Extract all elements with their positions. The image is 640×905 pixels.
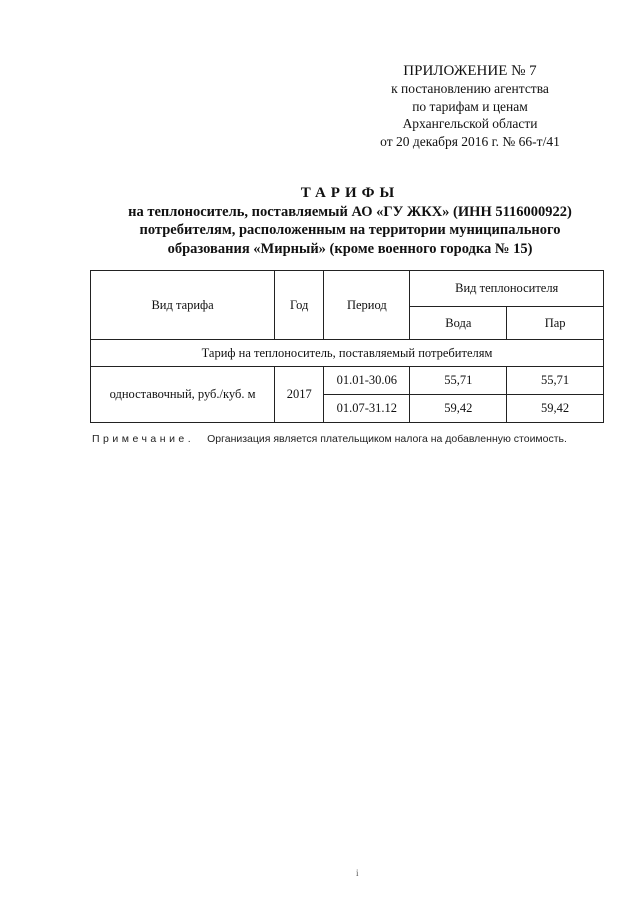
header-steam: Пар (507, 307, 604, 340)
appendix-line-4: от 20 декабря 2016 г. № 66-т/41 (380, 133, 560, 149)
tariff-name-cell: одноставочный, руб./куб. м (91, 367, 275, 423)
steam-value-cell: 59,42 (507, 395, 604, 423)
heading-line-2: потребителям, расположенным на территории муниципального (139, 222, 561, 238)
header-tariff-type: Вид тарифа (91, 271, 275, 340)
document-heading (80, 184, 620, 258)
heading-line-1: на теплоноситель, поставляемый АО «ГУ ЖКХ» (ИНН 5116000922) (128, 203, 572, 220)
appendix-header (350, 62, 590, 150)
header-carrier-type: Вид теплоносителя (410, 271, 604, 307)
header-water: Вода (410, 307, 507, 340)
steam-value-cell: 55,71 (507, 367, 604, 395)
page-mark: i (356, 868, 359, 878)
water-value-cell: 55,71 (410, 367, 507, 395)
header-year: Год (275, 271, 324, 340)
water-value-cell: 59,42 (410, 395, 507, 423)
note-text: Организация является плательщиком налога на добавленную стоимость. (207, 433, 567, 445)
heading-line-3: образования «Мирный» (кроме военного городка № 15) (167, 240, 533, 257)
table-row (91, 367, 604, 395)
document-title: ТАРИФЫ (300, 185, 400, 201)
period-cell: 01.07-31.12 (324, 395, 410, 423)
note-label: Примечание. (92, 433, 195, 445)
table-header-row (91, 271, 604, 307)
note (92, 433, 567, 445)
tariff-table (90, 270, 604, 423)
appendix-line-1: к постановлению агентства (391, 81, 549, 96)
period-cell: 01.01-30.06 (324, 367, 410, 395)
year-cell: 2017 (275, 367, 324, 423)
appendix-title: ПРИЛОЖЕНИЕ № 7 (403, 63, 537, 79)
header-period: Период (324, 271, 410, 340)
table-section-row (91, 340, 604, 367)
appendix-line-2: по тарифам и ценам (412, 98, 528, 114)
section-title: Тариф на теплоноситель, поставляемый потребителям (91, 340, 604, 367)
appendix-line-3: Архангельской области (402, 116, 538, 131)
